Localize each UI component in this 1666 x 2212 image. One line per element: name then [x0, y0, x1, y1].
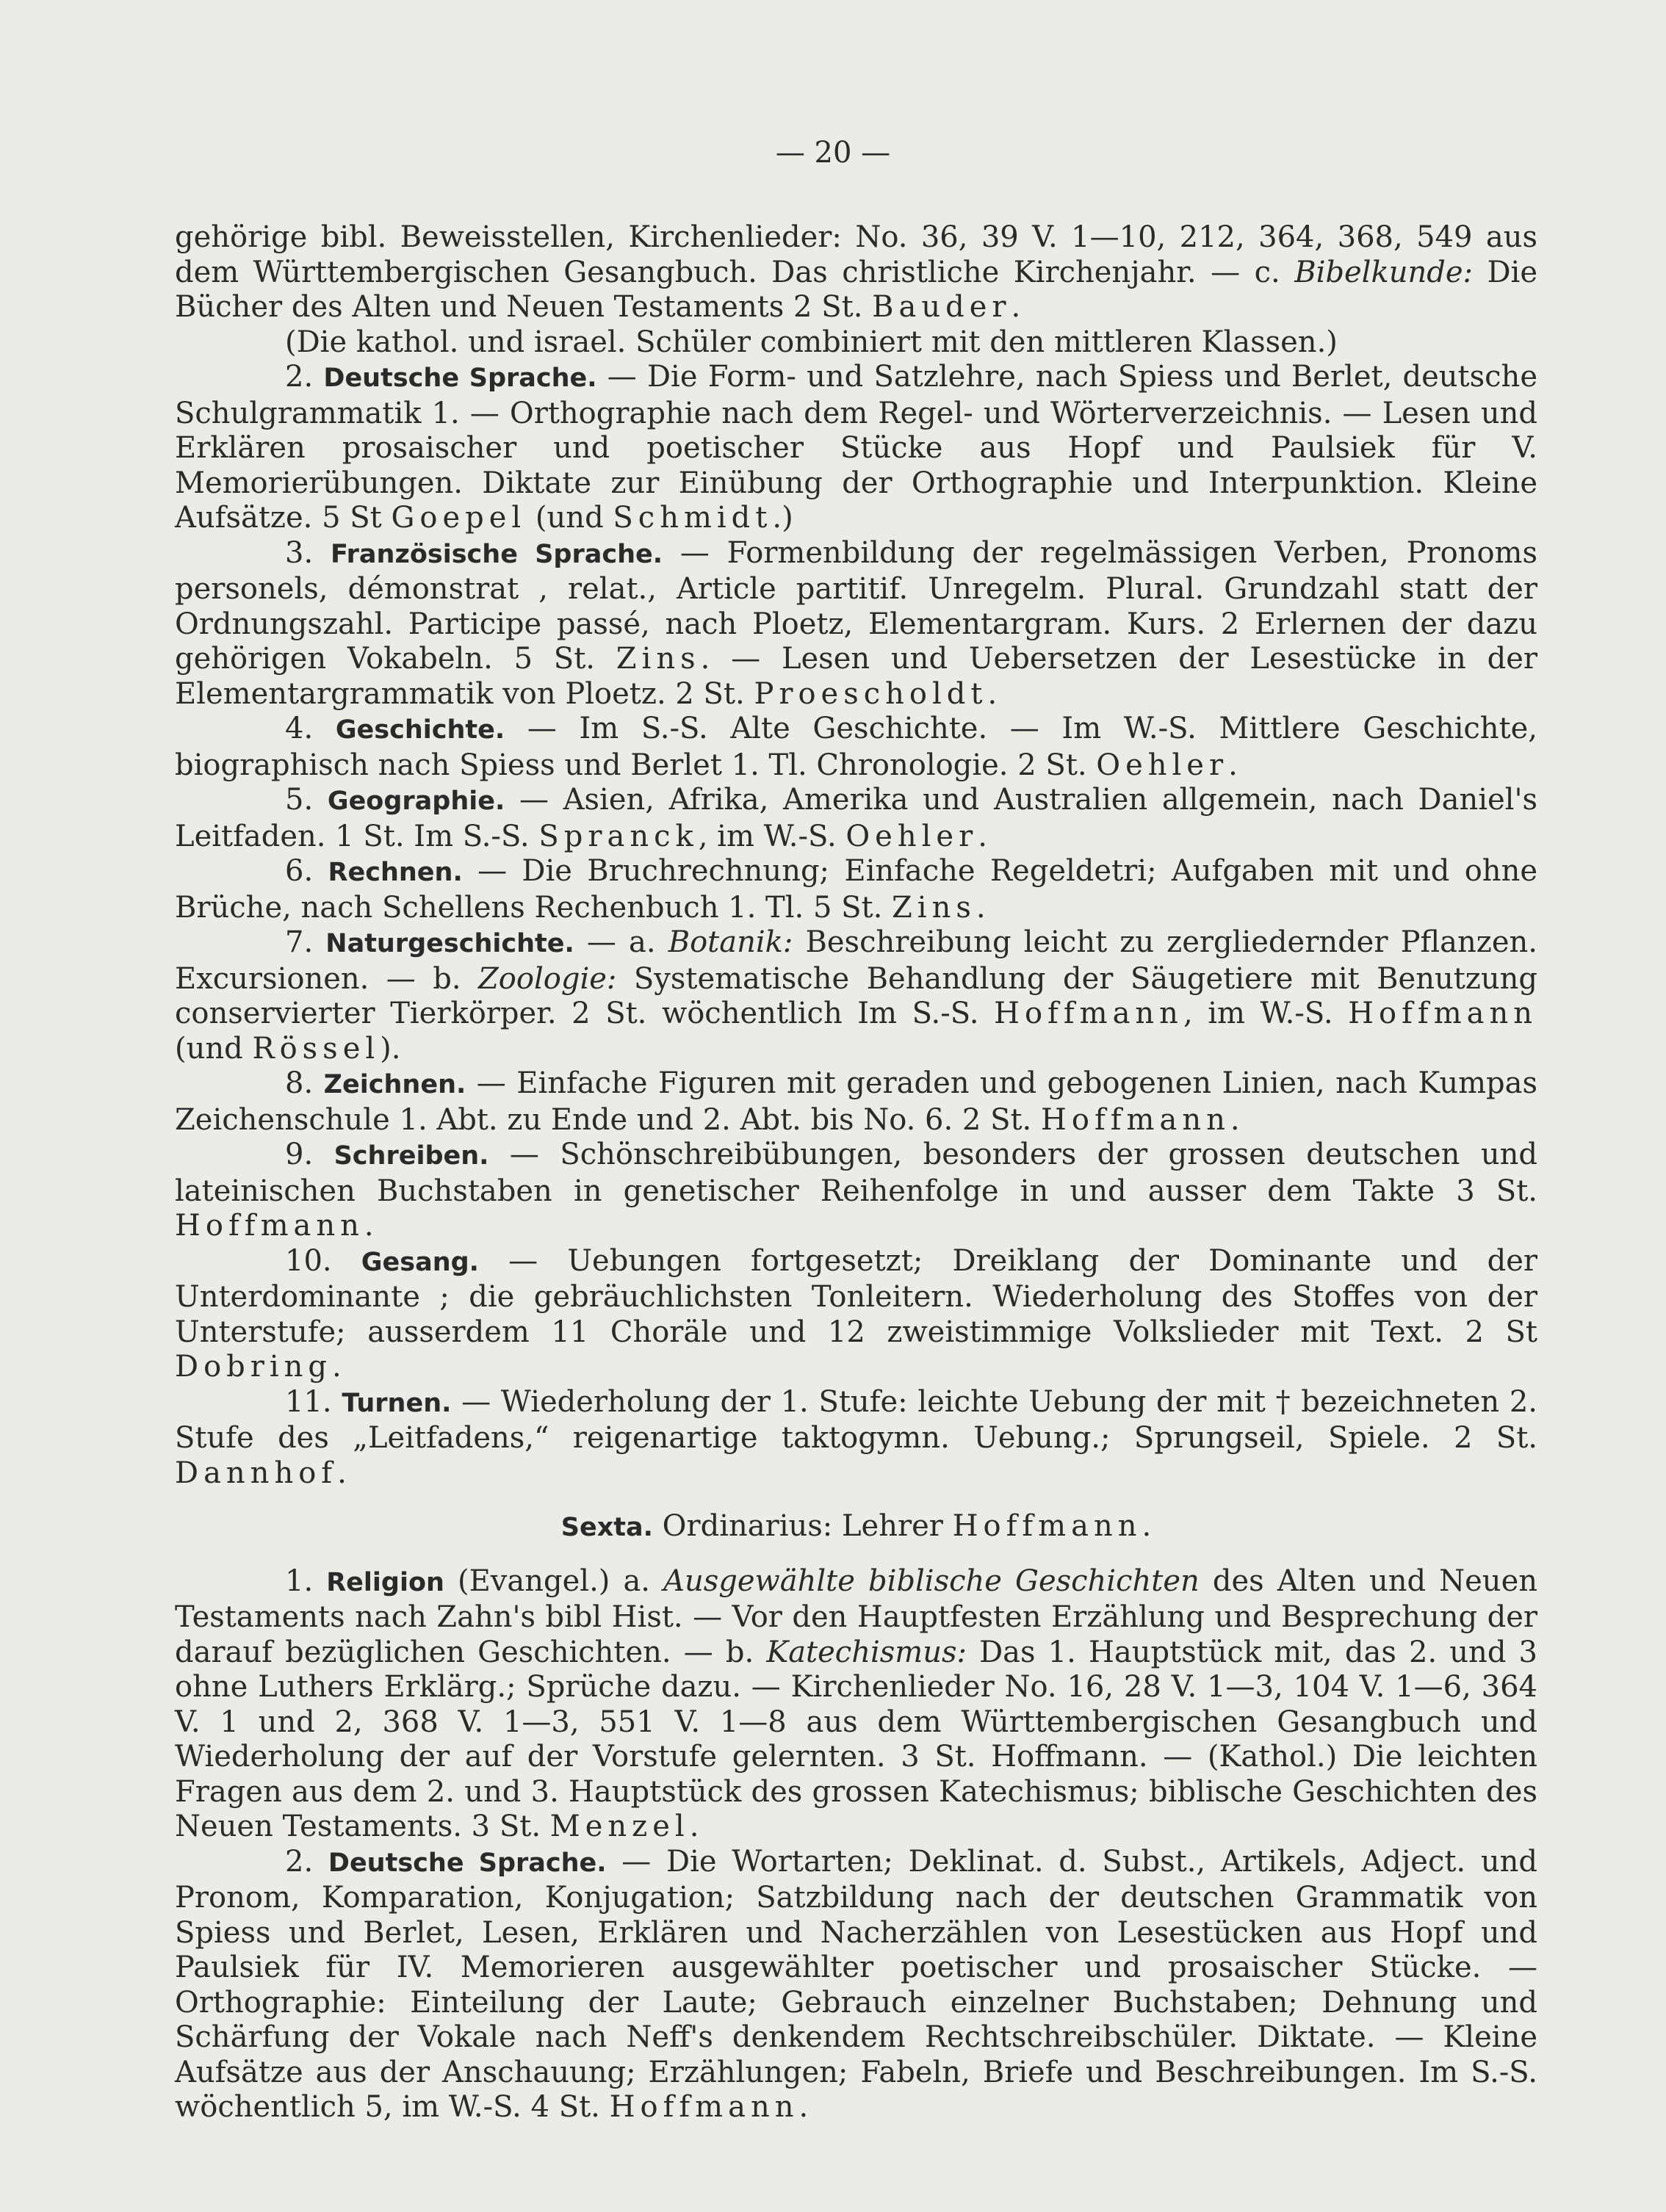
teacher-name: Menzel — [549, 1810, 690, 1843]
teacher-name: Hoffmann — [952, 1509, 1142, 1543]
teacher-name: Hoffmann — [609, 2090, 799, 2124]
text: gehörige bibl. Beweisstellen, Kirchenlieder: No. 36, 39 V. 1—10, 212, 364, 368, 549 aus dem Württembergischen Gesangbuch. Das christliche Kirchenjahr. — c. — [175, 220, 1537, 289]
teacher-name: Hoffmann — [1348, 997, 1538, 1030]
item-number: 4. — [285, 712, 314, 745]
subject-heading: Geschichte. — [335, 715, 505, 745]
subject-paragraph — [175, 1138, 1537, 1244]
text: — Im S.-S. Alte Geschichte. — Im W.-S. Mittlere Geschichte, biographisch nach Spiess und Berlet 1. Tl. Chronologie. 2 St. — [175, 712, 1537, 782]
section-gap — [175, 1546, 1537, 1564]
subject-heading: Gesang. — [361, 1247, 479, 1277]
teacher-name: Schmidt — [613, 501, 773, 535]
subject-heading: Schreiben. — [333, 1141, 489, 1171]
item-number: 3. — [285, 535, 314, 570]
text: des Alten und Neuen Testaments nach Zahn's bibl Hist. — Vor den Hauptfesten Erzählung und Besprechung der darauf bezüglichen Geschichten. — b. — [175, 1564, 1537, 1669]
subject-paragraph — [175, 1066, 1537, 1138]
text: — Die Form- und Satzlehre, nach Spiess und Berlet, deutsche Schulgrammatik 1. — Orthographie nach dem Regel- und Wörterverzeichnis. — Lesen und Erklären prosaischer und poetischer Stücke aus Hopf und Paulsiek für V. Memorierübungen. Diktate zur Einübung der Orthographie und Interpunktion. Kleine Aufsätze. 5 St — [175, 360, 1537, 535]
subject-paragraph — [175, 1244, 1537, 1385]
teacher-name: Spranck — [538, 819, 699, 853]
item-number: 2. — [285, 1844, 314, 1879]
subject-paragraph — [175, 854, 1537, 925]
teacher-name: Dobring — [175, 1350, 333, 1384]
teacher-name: Goepel — [391, 501, 527, 535]
item-number: 8. — [285, 1066, 314, 1100]
section-heading-sexta — [175, 1509, 1537, 1546]
teacher-name: Oehler — [845, 819, 978, 853]
teacher-name: Dannhof — [175, 1456, 338, 1490]
italic-term: Bibelkunde: — [1294, 255, 1473, 289]
text: (Evangel.) a. — [444, 1564, 664, 1598]
text: . — [1228, 748, 1238, 782]
text: — a. — [574, 925, 668, 959]
italic-term: Botanik: — [668, 925, 793, 959]
text: — Die Wortarten; Deklinat. d. Subst., Artikels, Adject. und Pronom, Komparation, Konjugation; Satzbildung nach der deutschen Grammatik von Spiess und Berlet, Lesen, Erklären und Nacherzählen von Lesestücken aus Hopf und Paulsiek für IV. Memorieren ausgewählter poetischer und prosaischer Stücke. — Orthographie: Einteilung der Laute; Gebrauch einzelner Buchstaben; Dehnung und Schärfung der Vokale nach Neff's denkendem Rechtschreibschüler. Diktate. — Kleine Aufsätze aus der Anschauung; Erzählungen; Fabeln, Briefe und Beschreibungen. Im S.-S. wöchentlich 5, im W.-S. 4 St. — [175, 1844, 1537, 2124]
text: (und — [175, 1031, 253, 1066]
subject-heading: Französische Sprache. — [330, 539, 663, 569]
intro-paragraph — [175, 220, 1537, 325]
subject-heading: Deutsche Sprache. — [323, 364, 597, 393]
subject-heading: Naturgeschichte. — [325, 929, 574, 958]
text: , im W.-S. — [698, 819, 846, 853]
subject-paragraph — [175, 536, 1537, 712]
body-text — [175, 220, 1537, 2125]
section-gap — [175, 1491, 1537, 1509]
text: . — [1011, 290, 1021, 324]
text: Beschreibung leicht zu zergliedernder Pflanzen. Excursionen. — b. — [175, 925, 1538, 996]
subject-paragraph — [175, 1845, 1537, 2125]
text: . — [1142, 1509, 1152, 1543]
text: ). — [380, 1031, 401, 1066]
subject-paragraph — [175, 925, 1537, 1066]
italic-term: Ausgewählte biblische Geschichten — [663, 1564, 1200, 1598]
text: — Asien, Afrika, Amerika und Australien allgemein, nach Daniel's Leitfaden. 1 St. Im S.-S. — [175, 783, 1537, 853]
subject-paragraph — [175, 712, 1537, 783]
class-heading: Sexta. — [560, 1513, 653, 1542]
italic-term: Zoologie: — [478, 961, 617, 996]
text: — Schönschreibübungen, besonders der grossen deutschen und lateinischen Buchstaben in genetischer Reihenfolge in und ausser dem Takte 3 St. — [175, 1138, 1537, 1208]
teacher-name: Bauder — [872, 290, 1012, 324]
text: — Uebungen fortgesetzt; Dreiklang der Dominante und der Unterdominante ; die gebräuchlichsten Tonleitern. Wiederholung des Stoffes von der Unterstufe; ausserdem 11 Choräle und 12 zweistimmige Volkslieder mit Text. 2 St — [175, 1243, 1537, 1349]
text: Die Bücher des Alten und Neuen Testaments 2 St. — [175, 255, 1537, 324]
text: . — [798, 2090, 809, 2124]
text: . — Lesen und Uebersetzen der Lesestücke in der Elementargrammatik von Ploetz. 2 St. — [175, 642, 1537, 711]
subject-heading: Religion — [326, 1567, 444, 1597]
subject-paragraph — [175, 1385, 1537, 1492]
teacher-name: Rössel — [252, 1031, 381, 1066]
subject-heading: Deutsche Sprache. — [328, 1848, 607, 1878]
teacher-name: Zins — [892, 890, 976, 925]
text: .) — [772, 501, 793, 535]
text: — Formenbildung der regelmässigen Verben, Pronoms personels, démonstrat , relat., Article partitif. Unregelm. Plural. Grundzahl statt der Ordnungszahl. Participe passé, nach Ploetz, Elementargram. Kurs. 2 Erlernen der dazu gehörigen Vokabeln. 5 St. — [175, 535, 1538, 676]
subject-heading: Turnen. — [342, 1388, 452, 1418]
teacher-name: Hoffmann — [1040, 1102, 1230, 1137]
text: . — [337, 1456, 347, 1490]
item-number: 6. — [285, 854, 314, 888]
text: . — [364, 1209, 374, 1243]
subject-heading: Rechnen. — [328, 858, 463, 887]
subject-paragraph — [175, 360, 1537, 536]
text: Systematische Behandlung der Säugetiere mit Benutzung conservierter Tierkörper. 2 St. wöchentlich Im S.-S. — [175, 961, 1537, 1030]
page-number: — 20 — — [775, 136, 891, 170]
subject-paragraph — [175, 1564, 1537, 1845]
text: . — [332, 1350, 342, 1384]
subject-heading: Zeichnen. — [323, 1070, 466, 1099]
teacher-name: Zins — [616, 642, 701, 676]
text: . — [976, 890, 986, 925]
teacher-name: Proescholdt — [754, 676, 988, 711]
subject-heading: Geographie. — [327, 787, 505, 816]
subject-paragraph — [175, 783, 1537, 854]
teacher-name: Hoffmann — [994, 997, 1183, 1030]
text: (und — [526, 501, 613, 535]
item-number: 1. — [285, 1564, 314, 1598]
item-number: 7. — [285, 925, 314, 959]
item-number: 10. — [285, 1243, 332, 1278]
text: . — [689, 1810, 699, 1843]
text: . — [978, 819, 987, 853]
text: . — [987, 676, 998, 711]
teacher-name: Oehler — [1096, 748, 1229, 782]
teacher-name: Hoffmann — [175, 1209, 364, 1243]
italic-term: Katechismus: — [766, 1635, 967, 1669]
text: , im W.-S. — [1183, 997, 1349, 1030]
item-number: 5. — [285, 783, 314, 817]
item-number: 11. — [285, 1384, 332, 1419]
text: — Die Bruchrechnung; Einfache Regeldetri; Aufgaben mit und ohne Brüche, nach Schellens Rechenbuch 1. Tl. 5 St. — [175, 854, 1538, 925]
text: Ordinarius: Lehrer — [652, 1509, 953, 1543]
text: — Einfache Figuren mit geraden und gebogenen Linien, nach Kumpas Zeichenschule 1. Abt. zu Ende und 2. Abt. bis No. 6. 2 St. — [175, 1066, 1537, 1137]
item-number: 9. — [285, 1138, 314, 1171]
text: — Wiederholung der 1. Stufe: leichte Uebung der mit † bezeichneten 2. Stufe des „Leitfadens,“ reigenartige taktogymn. Uebung.; Sprungseil, Spiele. 2 St. — [175, 1384, 1538, 1455]
text: Das 1. Hauptstück mit, das 2. und 3 ohne Luthers Erklärg.; Sprüche dazu. — Kirchenlieder No. 16, 28 V. 1—3, 104 V. 1—6, 364 V. 1 und 2, 368 V. 1—3, 551 V. 1—8 aus dem Württembergischen Gesangbuch und Wiederholung der auf der Vorstufe gelernten. 3 St. Hoffmann. — (Kathol.) Die leichten Fragen aus dem 2. und 3. Hauptstück des grossen Katechismus; biblische Geschichten des Neuen Testaments. 3 St. — [175, 1635, 1537, 1843]
item-number: 2. — [285, 360, 314, 394]
text: . — [1230, 1102, 1240, 1137]
intro-note: (Die kathol. und israel. Schüler combiniert mit den mittleren Klassen.) — [285, 325, 1338, 359]
